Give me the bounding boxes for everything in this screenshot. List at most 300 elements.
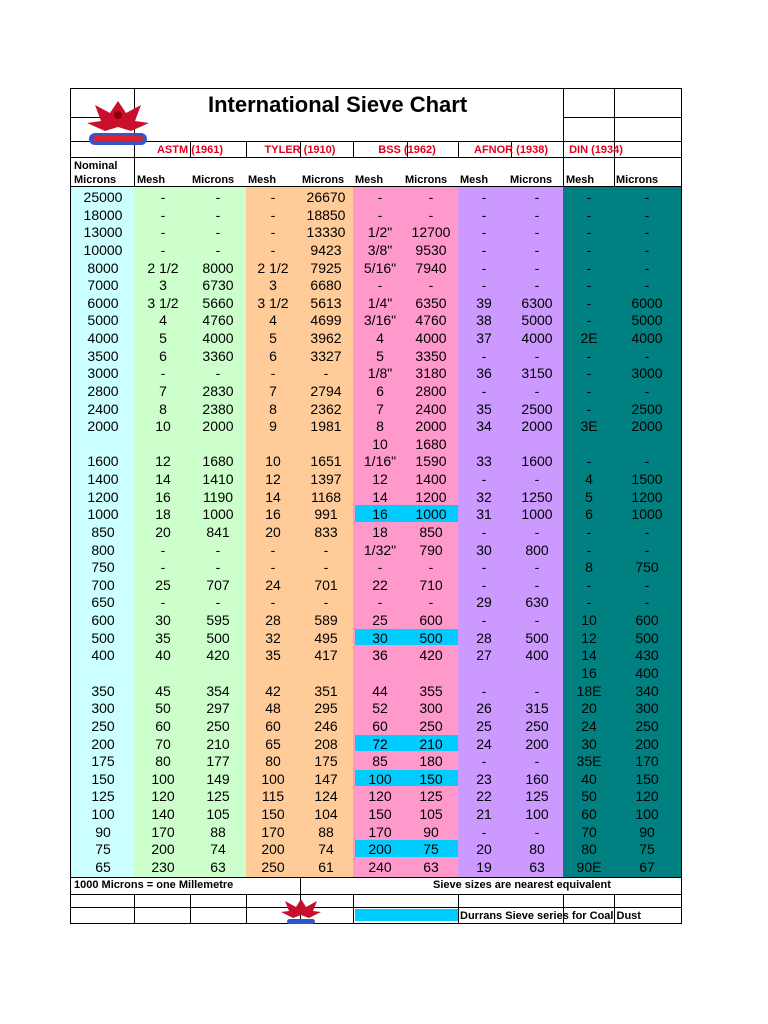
cell-tyler-microns: - xyxy=(323,365,329,382)
cell-din-mesh: 14 xyxy=(581,647,597,664)
cell-astm-mesh: 18 xyxy=(155,506,171,523)
cell-astm-mesh: 14 xyxy=(155,471,171,488)
grid-line xyxy=(353,894,354,924)
cell-afnor-microns: 125 xyxy=(525,788,549,805)
cell-tyler-mesh: - xyxy=(270,365,276,382)
cell-astm-mesh: 100 xyxy=(151,770,175,787)
cell-afnor-mesh: - xyxy=(481,259,487,276)
cell-astm-microns: 2380 xyxy=(202,400,234,417)
cell-astm-mesh: 40 xyxy=(155,647,171,664)
cell-bss-mesh: 1/4" xyxy=(367,294,393,311)
cell-tyler-mesh: 9 xyxy=(269,418,277,435)
cell-din-mesh: - xyxy=(586,224,592,241)
cell-afnor-mesh: - xyxy=(481,206,487,223)
cell-din-microns: 67 xyxy=(639,858,655,875)
cell-afnor-mesh: 30 xyxy=(476,541,492,558)
cell-afnor-mesh: 35 xyxy=(476,400,492,417)
cell-tyler-microns: 1981 xyxy=(310,418,342,435)
cell-bss-microns: 2000 xyxy=(415,418,447,435)
cell-din-mesh: - xyxy=(586,347,592,364)
phoenix-logo-small xyxy=(279,897,323,925)
cell-afnor-microns: - xyxy=(534,189,540,205)
cell-nominal-microns: 2800 xyxy=(87,382,119,399)
cell-bss-mesh: 3/16" xyxy=(363,312,397,329)
cell-afnor-microns: 100 xyxy=(525,806,549,823)
cell-din-mesh: 12 xyxy=(581,629,597,646)
column-header-afnor-mesh: Mesh xyxy=(460,174,489,186)
cell-afnor-microns: 500 xyxy=(525,629,549,646)
cell-astm-mesh: 200 xyxy=(151,841,175,858)
cell-bss-microns: 355 xyxy=(419,682,443,699)
cell-bss-microns: 6350 xyxy=(415,294,447,311)
cell-bss-microns: 210 xyxy=(419,735,443,752)
cell-astm-microns: 3360 xyxy=(202,347,234,364)
cell-bss-mesh: 5 xyxy=(376,347,384,364)
cell-afnor-mesh: - xyxy=(481,612,487,629)
cell-tyler-microns: 6680 xyxy=(310,277,342,294)
cell-din-mesh: 8 xyxy=(585,559,593,576)
cell-nominal-microns: 600 xyxy=(91,612,115,629)
microns-header: Microns xyxy=(74,174,117,186)
footer-note-left: 1000 Microns = one Millemetre xyxy=(74,879,234,891)
cell-astm-microns: 105 xyxy=(206,806,230,823)
cell-nominal-microns: 13000 xyxy=(83,224,123,241)
cell-bss-microns: 790 xyxy=(419,541,443,558)
cell-din-mesh: - xyxy=(586,400,592,417)
cell-din-mesh: 6 xyxy=(585,506,593,523)
cell-bss-microns: 180 xyxy=(419,753,443,770)
cell-nominal-microns: 300 xyxy=(91,700,115,717)
cell-astm-mesh: - xyxy=(160,224,166,241)
cell-nominal-microns: 350 xyxy=(91,682,115,699)
cell-nominal-microns: 400 xyxy=(91,647,115,664)
cell-tyler-mesh: 60 xyxy=(265,717,281,734)
cell-bss-microns: - xyxy=(428,206,434,223)
cell-bss-mesh: 85 xyxy=(372,753,388,770)
cell-afnor-microns: 4000 xyxy=(521,330,553,347)
column-header-din-mesh: Mesh xyxy=(566,174,595,186)
grid-line xyxy=(71,877,681,878)
cell-afnor-microns: 6300 xyxy=(521,294,553,311)
cell-nominal-microns: 6000 xyxy=(87,294,119,311)
cell-tyler-mesh: 42 xyxy=(265,682,281,699)
cell-nominal-microns: 75 xyxy=(95,841,111,858)
cell-bss-mesh: 4 xyxy=(376,330,384,347)
cell-din-mesh: 3E xyxy=(580,418,598,435)
cell-bss-mesh: 14 xyxy=(372,488,388,505)
cell-din-mesh: 50 xyxy=(581,788,597,805)
cell-afnor-mesh: 23 xyxy=(476,770,492,787)
cell-nominal-microns: 175 xyxy=(91,753,115,770)
cell-din-microns: 100 xyxy=(635,806,659,823)
cell-bss-microns: - xyxy=(428,189,434,205)
cell-din-mesh: 24 xyxy=(581,717,597,734)
cell-bss-microns: 4760 xyxy=(415,312,447,329)
grid-line xyxy=(71,907,681,908)
cell-astm-microns: 500 xyxy=(206,629,230,646)
cell-nominal-microns: 1600 xyxy=(87,453,119,470)
cell-afnor-microns: 2500 xyxy=(521,400,553,417)
cell-afnor-microns: - xyxy=(534,277,540,294)
cell-tyler-microns: 833 xyxy=(314,523,338,540)
column-header-afnor-microns: Microns xyxy=(510,174,553,186)
cell-din-microns: 90 xyxy=(639,823,655,840)
cell-bss-mesh: 72 xyxy=(372,735,388,752)
cell-afnor-microns: 2000 xyxy=(521,418,553,435)
cell-astm-microns: 707 xyxy=(206,576,230,593)
cell-bss-microns: 1200 xyxy=(415,488,447,505)
cell-afnor-mesh: 39 xyxy=(476,294,492,311)
cell-tyler-mesh: - xyxy=(270,241,276,258)
cell-din-microns: 400 xyxy=(635,665,659,681)
cell-tyler-microns: - xyxy=(323,594,329,611)
cell-afnor-mesh: - xyxy=(481,189,487,205)
cell-afnor-mesh: - xyxy=(481,576,487,593)
cell-bss-mesh: 1/2" xyxy=(367,224,393,241)
cell-tyler-mesh: 14 xyxy=(265,488,281,505)
cell-astm-mesh: 30 xyxy=(155,612,171,629)
cell-din-mesh: 35E xyxy=(576,753,602,770)
cell-tyler-mesh: - xyxy=(270,559,276,576)
cell-bss-microns: 105 xyxy=(419,806,443,823)
cell-bss-microns: 9530 xyxy=(415,241,447,258)
grid-line xyxy=(353,141,354,157)
cell-tyler-mesh: 6 xyxy=(269,347,277,364)
cell-astm-mesh: - xyxy=(160,206,166,223)
cell-tyler-microns: 3327 xyxy=(310,347,342,364)
column-header-din-microns: Microns xyxy=(616,174,659,186)
cell-astm-microns: 841 xyxy=(206,523,230,540)
cell-afnor-mesh: 26 xyxy=(476,700,492,717)
cell-tyler-microns: 991 xyxy=(314,506,338,523)
cell-bss-mesh: 3/8" xyxy=(367,241,393,258)
cell-tyler-mesh: 48 xyxy=(265,700,281,717)
cell-din-microns: 6000 xyxy=(631,294,663,311)
cell-din-mesh: 16 xyxy=(581,665,597,681)
cell-tyler-microns: 2362 xyxy=(310,400,342,417)
cell-astm-microns: - xyxy=(215,594,221,611)
cell-astm-microns: 2000 xyxy=(202,418,234,435)
cell-bss-microns: 12700 xyxy=(411,224,451,241)
cell-astm-mesh: 80 xyxy=(155,753,171,770)
cell-din-mesh: 2E xyxy=(580,330,598,347)
cell-astm-mesh: - xyxy=(160,189,166,205)
cell-afnor-mesh: 34 xyxy=(476,418,492,435)
cell-nominal-microns: 18000 xyxy=(83,206,123,223)
grid-line xyxy=(246,141,247,157)
cell-bss-microns: 125 xyxy=(419,788,443,805)
cell-bss-mesh: 150 xyxy=(368,806,392,823)
column-header-bss-mesh: Mesh xyxy=(355,174,384,186)
cell-tyler-mesh: - xyxy=(270,206,276,223)
cell-din-microns: 2000 xyxy=(631,418,663,435)
cell-din-mesh: - xyxy=(586,365,592,382)
cell-bss-microns: 3180 xyxy=(415,365,447,382)
cell-astm-mesh: 4 xyxy=(159,312,167,329)
cell-bss-mesh: - xyxy=(377,594,383,611)
cell-afnor-mesh: - xyxy=(481,347,487,364)
cell-din-microns: 150 xyxy=(635,770,659,787)
cell-tyler-microns: 5613 xyxy=(310,294,342,311)
cell-tyler-mesh: 150 xyxy=(261,806,285,823)
cell-din-mesh: 40 xyxy=(581,770,597,787)
cell-tyler-microns: - xyxy=(323,559,329,576)
cell-din-mesh: - xyxy=(586,294,592,311)
cell-astm-mesh: 10 xyxy=(155,418,171,435)
cell-bss-mesh: 16 xyxy=(372,506,388,523)
cell-nominal-microns: 250 xyxy=(91,717,115,734)
cell-din-microns: 430 xyxy=(635,647,659,664)
cell-afnor-microns: 63 xyxy=(529,858,545,875)
cell-afnor-mesh: 38 xyxy=(476,312,492,329)
cell-nominal-microns: 1200 xyxy=(87,488,119,505)
cell-tyler-mesh: 28 xyxy=(265,612,281,629)
cell-nominal-microns: 3500 xyxy=(87,347,119,364)
cell-afnor-mesh: 36 xyxy=(476,365,492,382)
cell-bss-mesh: 1/16" xyxy=(363,453,397,470)
cell-tyler-microns: 61 xyxy=(318,858,334,875)
cell-tyler-microns: 18850 xyxy=(306,206,346,223)
cell-bss-mesh: 25 xyxy=(372,612,388,629)
cell-tyler-microns: - xyxy=(323,541,329,558)
cell-astm-microns: 4760 xyxy=(202,312,234,329)
cell-astm-mesh: 230 xyxy=(151,858,175,875)
cell-nominal-microns: 8000 xyxy=(87,259,119,276)
cell-astm-mesh: 50 xyxy=(155,700,171,717)
cell-afnor-microns: 250 xyxy=(525,717,549,734)
page-title: International Sieve Chart xyxy=(208,92,468,117)
cell-bss-mesh: 5/16" xyxy=(363,259,397,276)
cell-astm-microns: 1190 xyxy=(202,488,234,505)
cell-bss-microns: 7940 xyxy=(415,259,447,276)
cell-tyler-microns: 124 xyxy=(314,788,338,805)
cell-tyler-mesh: - xyxy=(270,541,276,558)
cell-nominal-microns: 500 xyxy=(91,629,115,646)
cell-tyler-mesh: 20 xyxy=(265,523,281,540)
cell-tyler-microns: 9423 xyxy=(310,241,342,258)
cell-afnor-mesh: 29 xyxy=(476,594,492,611)
cell-nominal-microns: 4000 xyxy=(87,330,119,347)
cell-tyler-microns: 589 xyxy=(314,612,338,629)
cell-din-microns: 750 xyxy=(635,559,659,576)
grid-line xyxy=(71,141,681,142)
cell-afnor-microns: 5000 xyxy=(521,312,553,329)
cell-afnor-mesh: 27 xyxy=(476,647,492,664)
cell-bss-microns: - xyxy=(428,559,434,576)
cell-astm-microns: 250 xyxy=(206,717,230,734)
cell-bss-microns: 300 xyxy=(419,700,443,717)
cell-tyler-mesh: 5 xyxy=(269,330,277,347)
grid-line xyxy=(614,89,615,187)
cell-bss-mesh: - xyxy=(377,189,383,205)
cell-din-mesh: 60 xyxy=(581,806,597,823)
cell-bss-microns: 75 xyxy=(423,841,439,858)
cell-afnor-mesh: 28 xyxy=(476,629,492,646)
cell-din-mesh: 20 xyxy=(581,700,597,717)
column-header-astm-mesh: Mesh xyxy=(137,174,166,186)
cell-nominal-microns: 800 xyxy=(91,541,115,558)
cell-astm-mesh: 3 1/2 xyxy=(147,294,179,311)
cell-din-microns: 2500 xyxy=(631,400,663,417)
cell-tyler-microns: 417 xyxy=(314,647,338,664)
cell-astm-microns: - xyxy=(215,224,221,241)
cell-din-mesh: - xyxy=(586,576,592,593)
cell-astm-mesh: - xyxy=(160,594,166,611)
cell-nominal-microns: 65 xyxy=(95,858,111,875)
cell-tyler-mesh: 32 xyxy=(265,629,281,646)
cell-afnor-microns: 80 xyxy=(529,841,545,858)
cell-tyler-microns: 7925 xyxy=(310,259,342,276)
cell-tyler-microns: 208 xyxy=(314,735,338,752)
cell-afnor-microns: - xyxy=(534,523,540,540)
durrans-legend-label: Durrans Sieve series for Coal Dust xyxy=(460,910,641,922)
cell-afnor-microns: 630 xyxy=(525,594,549,611)
cell-din-mesh: - xyxy=(586,206,592,223)
cell-din-mesh: 5 xyxy=(585,488,593,505)
cell-tyler-microns: 3962 xyxy=(310,330,342,347)
cell-bss-microns: 250 xyxy=(419,717,443,734)
cell-astm-microns: 595 xyxy=(206,612,230,629)
cell-bss-mesh: 8 xyxy=(376,418,384,435)
cell-tyler-microns: 1397 xyxy=(310,471,342,488)
cell-din-mesh: - xyxy=(586,541,592,558)
cell-bss-mesh: 22 xyxy=(372,576,388,593)
cell-afnor-mesh: - xyxy=(481,823,487,840)
cell-afnor-mesh: - xyxy=(481,559,487,576)
cell-nominal-microns: 2000 xyxy=(87,418,119,435)
cell-bss-mesh: - xyxy=(377,277,383,294)
cell-afnor-mesh: - xyxy=(481,382,487,399)
cell-tyler-microns: 26670 xyxy=(306,189,346,205)
cell-afnor-mesh: 32 xyxy=(476,488,492,505)
column-header-tyler-mesh: Mesh xyxy=(248,174,277,186)
cell-astm-mesh: - xyxy=(160,365,166,382)
cell-din-microns: - xyxy=(644,541,650,558)
cell-bss-mesh: 30 xyxy=(372,629,388,646)
cell-afnor-microns: 800 xyxy=(525,541,549,558)
cell-astm-microns: 354 xyxy=(206,682,230,699)
cell-afnor-microns: 200 xyxy=(525,735,549,752)
cell-afnor-microns: - xyxy=(534,682,540,699)
cell-nominal-microns: 10000 xyxy=(83,241,123,258)
cell-din-mesh: - xyxy=(586,453,592,470)
cell-afnor-microns: 1250 xyxy=(521,488,553,505)
cell-din-mesh: - xyxy=(586,594,592,611)
cell-tyler-mesh: 2 1/2 xyxy=(257,259,289,276)
cell-astm-microns: 74 xyxy=(210,841,226,858)
cell-din-microns: 500 xyxy=(635,629,659,646)
cell-bss-mesh: 44 xyxy=(372,682,388,699)
cell-astm-microns: 1410 xyxy=(202,471,234,488)
cell-din-microns: - xyxy=(644,277,650,294)
cell-din-mesh: 18E xyxy=(576,682,602,699)
grid-line xyxy=(134,894,135,924)
cell-bss-mesh: 1/8" xyxy=(367,365,393,382)
cell-tyler-microns: 13330 xyxy=(306,224,346,241)
cell-astm-microns: 63 xyxy=(210,858,226,875)
cell-afnor-mesh: - xyxy=(481,277,487,294)
cell-din-mesh: - xyxy=(586,523,592,540)
cell-din-microns: 75 xyxy=(639,841,655,858)
cell-bss-microns: 600 xyxy=(419,612,443,629)
cell-astm-mesh: - xyxy=(160,241,166,258)
cell-afnor-microns: - xyxy=(534,559,540,576)
cell-afnor-mesh: - xyxy=(481,241,487,258)
cell-astm-mesh: 16 xyxy=(155,488,171,505)
cell-tyler-microns: 88 xyxy=(318,823,334,840)
cell-afnor-microns: - xyxy=(534,823,540,840)
cell-din-microns: 340 xyxy=(635,682,659,699)
cell-astm-mesh: - xyxy=(160,559,166,576)
cell-astm-microns: 4000 xyxy=(202,330,234,347)
cell-bss-microns: 1000 xyxy=(415,506,447,523)
cell-astm-mesh: - xyxy=(160,541,166,558)
cell-afnor-mesh: - xyxy=(481,471,487,488)
cell-astm-microns: 125 xyxy=(206,788,230,805)
cell-nominal-microns: 700 xyxy=(91,576,115,593)
cell-nominal-microns: 125 xyxy=(91,788,115,805)
cell-din-microns: - xyxy=(644,189,650,205)
cell-tyler-mesh: 115 xyxy=(261,788,285,805)
cell-din-microns: 1500 xyxy=(631,471,663,488)
cell-bss-mesh: 10 xyxy=(372,435,388,452)
cell-nominal-microns: 100 xyxy=(91,806,115,823)
cell-din-mesh: - xyxy=(586,312,592,329)
grid-line xyxy=(458,894,459,924)
cell-tyler-mesh: 65 xyxy=(265,735,281,752)
cell-astm-mesh: 45 xyxy=(155,682,171,699)
cell-afnor-mesh: 31 xyxy=(476,506,492,523)
cell-tyler-mesh: 80 xyxy=(265,753,281,770)
cell-bss-mesh: 6 xyxy=(376,382,384,399)
cell-bss-microns: 710 xyxy=(419,576,443,593)
cell-din-microns: - xyxy=(644,347,650,364)
cell-bss-microns: 850 xyxy=(419,523,443,540)
cell-din-mesh: 70 xyxy=(581,823,597,840)
cell-din-microns: 1000 xyxy=(631,506,663,523)
cell-din-microns: 200 xyxy=(635,735,659,752)
cell-bss-mesh: 7 xyxy=(376,400,384,417)
cell-astm-microns: 88 xyxy=(210,823,226,840)
cell-afnor-microns: 315 xyxy=(525,700,549,717)
cell-din-microns: 300 xyxy=(635,700,659,717)
cell-tyler-microns: 351 xyxy=(314,682,338,699)
cell-nominal-microns: 1000 xyxy=(87,506,119,523)
cell-afnor-mesh: 24 xyxy=(476,735,492,752)
cell-astm-microns: - xyxy=(215,206,221,223)
cell-tyler-mesh: 12 xyxy=(265,471,281,488)
cell-tyler-microns: 295 xyxy=(314,700,338,717)
nominal-header: Nominal xyxy=(74,160,118,172)
cell-bss-microns: 2400 xyxy=(415,400,447,417)
column-header-tyler-microns: Microns xyxy=(302,174,345,186)
cell-astm-mesh: 25 xyxy=(155,576,171,593)
cell-nominal-microns: 2400 xyxy=(87,400,119,417)
cell-tyler-mesh: 7 xyxy=(269,382,277,399)
cell-tyler-microns: 147 xyxy=(314,770,338,787)
phoenix-logo xyxy=(83,97,153,149)
standard-label-tyler: TYLER (1910) xyxy=(264,144,336,156)
cell-din-microns: 3000 xyxy=(631,365,663,382)
cell-tyler-microns: 104 xyxy=(314,806,338,823)
grid-line xyxy=(246,894,247,924)
cell-afnor-microns: - xyxy=(534,347,540,364)
cell-tyler-mesh: 24 xyxy=(265,576,281,593)
cell-astm-mesh: 8 xyxy=(159,400,167,417)
cell-afnor-microns: 3150 xyxy=(521,365,553,382)
cell-afnor-mesh: - xyxy=(481,682,487,699)
cell-bss-mesh: 1/32" xyxy=(363,541,397,558)
